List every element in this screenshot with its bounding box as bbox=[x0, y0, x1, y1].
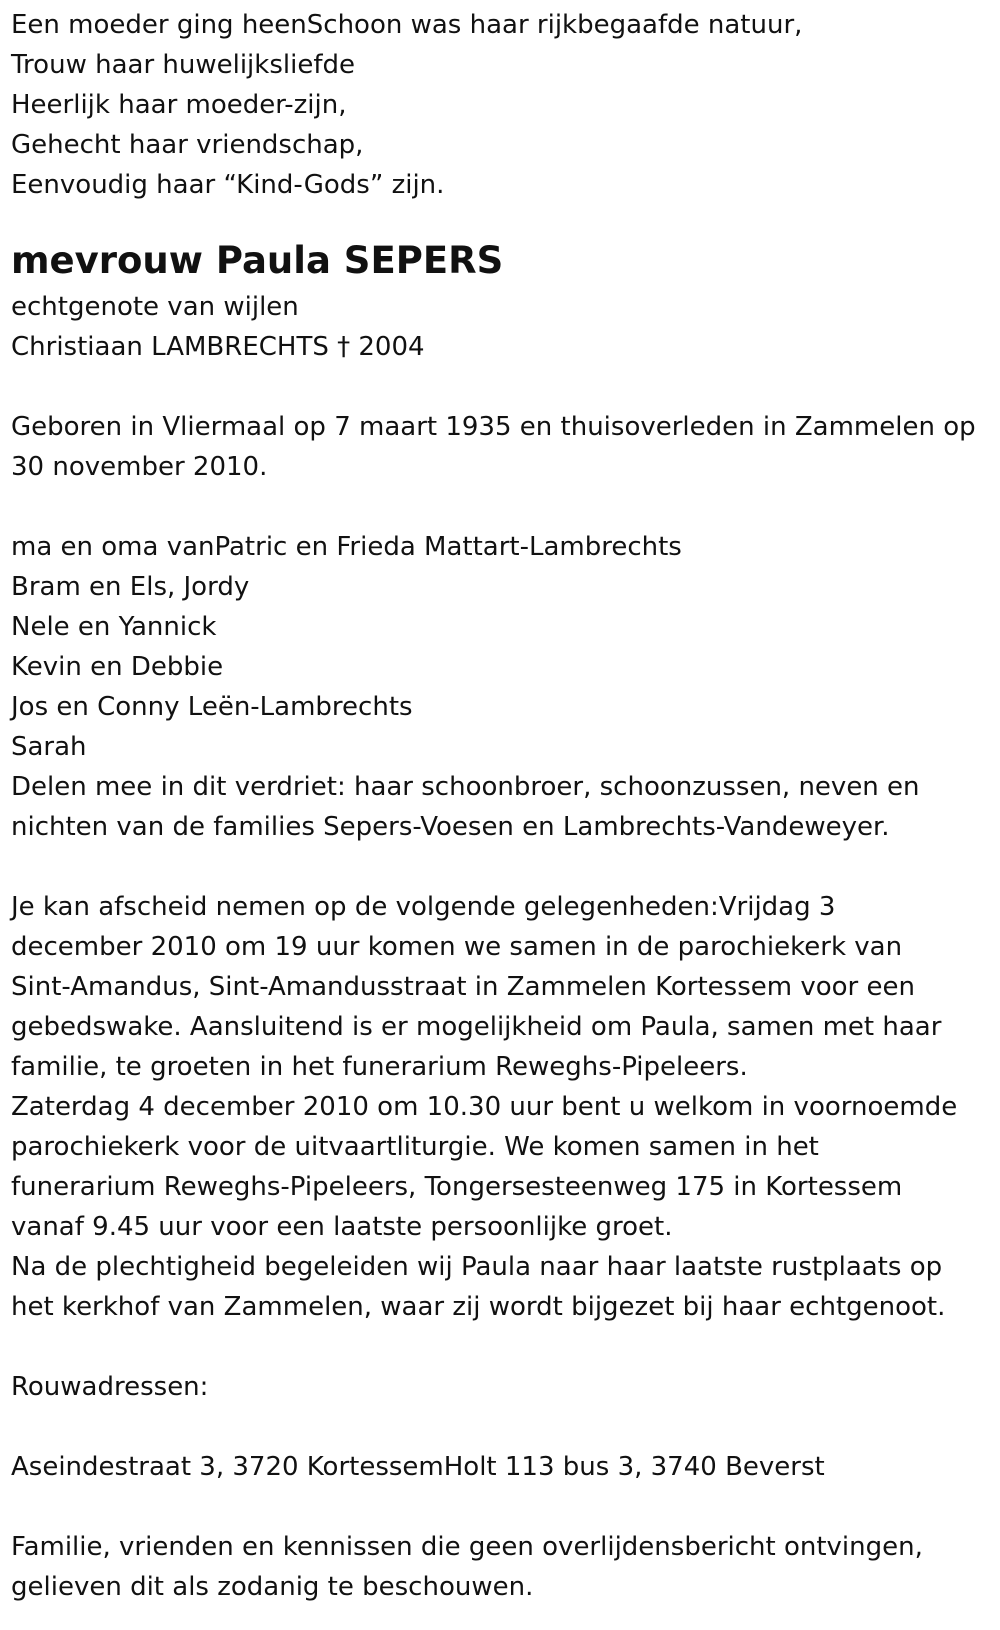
poem-line: Trouw haar huwelijksliefde bbox=[11, 50, 355, 80]
ceremony-line: parochiekerk voor de uitvaartliturgie. We komen samen in het bbox=[11, 1132, 819, 1162]
family-section bbox=[11, 527, 1000, 847]
spacer bbox=[11, 1327, 1000, 1367]
addresses-label: Rouwadressen: bbox=[11, 1372, 209, 1402]
ceremony-line: gebedswake. Aansluitend is er mogelijkheid om Paula, samen met haar bbox=[11, 1012, 942, 1042]
spacer bbox=[11, 1487, 1000, 1527]
family-line: Jos en Conny Leën-Lambrechts bbox=[11, 692, 413, 722]
ceremony-line: Sint-Amandus, Sint-Amandusstraat in Zammelen Kortessem voor een bbox=[11, 972, 915, 1002]
deceased-section bbox=[11, 237, 1000, 367]
birth-death-line: 30 november 2010. bbox=[11, 452, 268, 482]
spacer bbox=[11, 1407, 1000, 1447]
ceremony-line: vanaf 9.45 uur voor een laatste persoonlijke groet. bbox=[11, 1212, 673, 1242]
deceased-name: mevrouw Paula SEPERS bbox=[11, 239, 504, 282]
birth-death-line: Geboren in Vliermaal op 7 maart 1935 en thuisoverleden in Zammelen op bbox=[11, 412, 976, 442]
family-line: Nele en Yannick bbox=[11, 612, 217, 642]
poem-line: Eenvoudig haar “Kind-Gods” zijn. bbox=[11, 170, 445, 200]
poem-section bbox=[11, 5, 1000, 205]
family-line: Bram en Els, Jordy bbox=[11, 572, 250, 602]
closing-section bbox=[11, 1527, 1000, 1607]
spacer bbox=[11, 487, 1000, 527]
closing-line: Familie, vrienden en kennissen die geen overlijdensbericht ontvingen, bbox=[11, 1532, 923, 1562]
closing-line: gelieven dit als zodanig te beschouwen. bbox=[11, 1572, 534, 1602]
poem-line: Gehecht haar vriendschap, bbox=[11, 130, 364, 160]
family-line: ma en oma vanPatric en Frieda Mattart-Lambrechts bbox=[11, 532, 682, 562]
deceased-spouse: Christiaan LAMBRECHTS † 2004 bbox=[11, 332, 425, 362]
spacer bbox=[11, 847, 1000, 887]
ceremony-line: het kerkhof van Zammelen, waar zij wordt bijgezet bij haar echtgenoot. bbox=[11, 1292, 946, 1322]
ceremony-section bbox=[11, 887, 1000, 1327]
ceremony-line: Na de plechtigheid begeleiden wij Paula naar haar laatste rustplaats op bbox=[11, 1252, 943, 1282]
spacer bbox=[11, 367, 1000, 407]
ceremony-line: funerarium Reweghs-Pipeleers, Tongersesteenweg 175 in Kortessem bbox=[11, 1172, 903, 1202]
family-line: Sarah bbox=[11, 732, 87, 762]
ceremony-line: december 2010 om 19 uur komen we samen in de parochiekerk van bbox=[11, 932, 903, 962]
family-line: nichten van de families Sepers-Voesen en Lambrechts-Vandeweyer. bbox=[11, 812, 890, 842]
family-line: Delen mee in dit verdriet: haar schoonbroer, schoonzussen, neven en bbox=[11, 772, 920, 802]
ceremony-line: Zaterdag 4 december 2010 om 10.30 uur bent u welkom in voornoemde bbox=[11, 1092, 958, 1122]
poem-line: Een moeder ging heenSchoon was haar rijkbegaafde natuur, bbox=[11, 10, 803, 40]
deceased-relation: echtgenote van wijlen bbox=[11, 292, 299, 322]
family-line: Kevin en Debbie bbox=[11, 652, 224, 682]
ceremony-line: Je kan afscheid nemen op de volgende gelegenheden:Vrijdag 3 bbox=[11, 892, 836, 922]
addresses-section bbox=[11, 1367, 1000, 1487]
ceremony-line: familie, te groeten in het funerarium Reweghs-Pipeleers. bbox=[11, 1052, 748, 1082]
poem-line: Heerlijk haar moeder-zijn, bbox=[11, 90, 347, 120]
birth-death-section bbox=[11, 407, 1000, 487]
addresses-value: Aseindestraat 3, 3720 KortessemHolt 113 bus 3, 3740 Beverst bbox=[11, 1452, 825, 1482]
